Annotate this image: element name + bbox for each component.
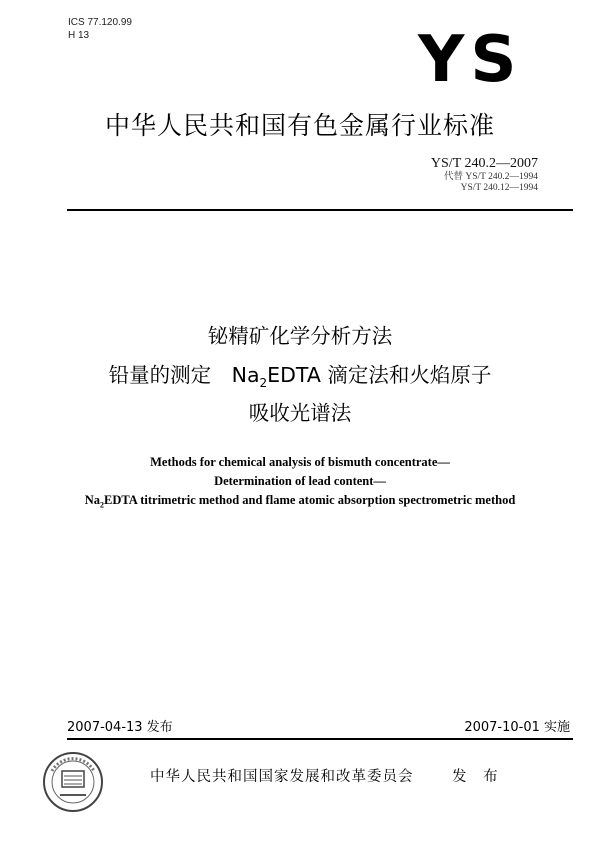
issue-date: 2007-04-13 发布 [67, 720, 173, 735]
replaces-line-2: YS/T 240.12—1994 [460, 183, 538, 193]
ics-code: ICS 77.120.99 [68, 17, 132, 28]
english-title-line-3 [0, 491, 600, 515]
chinese-title-line-2-part-b: EDTA 滴定法和火焰原子 [267, 363, 492, 387]
issuer-seal-icon [42, 751, 104, 813]
ys-logo: YS [418, 23, 523, 97]
chinese-title-line-3: 吸收光谱法 [248, 401, 352, 425]
chinese-title-line-2-part-a: 铅量的测定 Na [108, 363, 260, 387]
effective-date: 2007-10-01 实施 [464, 720, 570, 735]
chinese-title-line-1: 铋精矿化学分析方法 [207, 324, 393, 348]
english-title-line-2: Determination of lead content— [214, 474, 386, 488]
ccs-code: H 13 [68, 30, 90, 41]
standard-title: 中华人民共和国有色金属行业标准 [104, 111, 495, 140]
replaces-line-1: 代替 YS/T 240.2—1994 [443, 172, 538, 182]
english-title-line-3-part-a: Na [84, 493, 100, 507]
standard-number-block [431, 156, 538, 194]
english-title-line-1: Methods for chemical analysis of bismuth concentrate— [150, 455, 450, 469]
english-title-subscript: 2 [100, 500, 104, 510]
english-title-line-3-part-b: EDTA titrimetric method and flame atomic absorption spectrometric method [104, 493, 516, 507]
footer-divider [67, 738, 573, 740]
header-divider [67, 209, 573, 211]
issuer-name: 中华人民共和国国家发展和改革委员会 [150, 769, 414, 785]
chinese-title-subscript: 2 [259, 376, 268, 391]
standard-number: YS/T 240.2—2007 [430, 156, 538, 171]
chinese-title-line-2 [0, 360, 600, 399]
classification-codes [68, 16, 132, 42]
issue-action: 发 布 [452, 769, 504, 785]
